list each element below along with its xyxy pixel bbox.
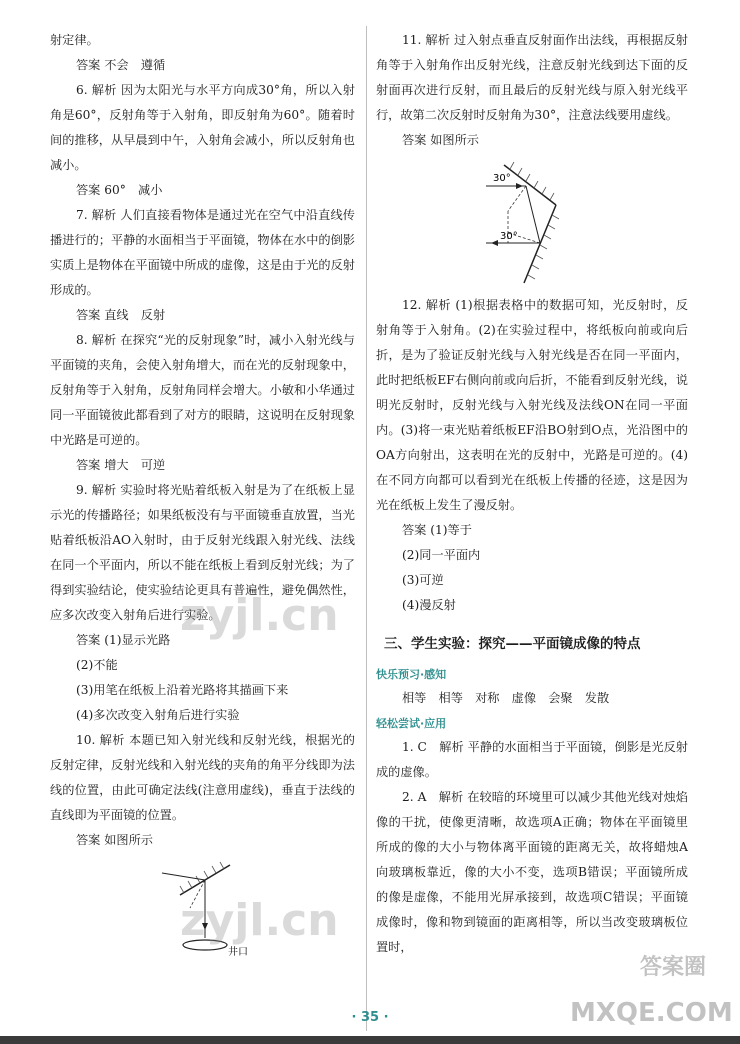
well-label: 井口	[228, 947, 248, 958]
answer-12-part-2: (2)同一平面内	[402, 548, 481, 562]
angle-label-top: 30°	[493, 173, 511, 184]
answer-12-part-4: (4)漫反射	[402, 598, 456, 612]
answer-8: 答案 增大 可逆	[76, 458, 166, 472]
figure-10-well-mirror	[50, 853, 355, 963]
answer-9-part-3: (3)用笔在纸板上沿着光路将其描画下来	[76, 683, 289, 697]
section-title: 三、学生实验：探究——平面镜成像的特点	[384, 636, 641, 652]
question-10-analysis: 10. 解析 本题已知入射光线和反射光线，根据光的反射定律，反射光线和入射光线的夹角的角平分线即为法线的位置，由此可确定法线(注意用虚线)，垂直于法线的直线即为平面镜的位置。	[50, 733, 355, 822]
question-11-analysis: 11. 解析 过入射点垂直反射面作出法线，再根据反射角等于入射角作出反射光线，注意反射光线到达下面的反射面再次进行反射，而且最后的反射光线与原入射光线平行，故第二次反射时反射角为30°，注意法线要用虚线。	[376, 33, 688, 122]
answer-12-part-3: (3)可逆	[402, 573, 444, 587]
double-mirror-diagram	[376, 153, 688, 293]
question-7-analysis: 7. 解析 人们直接看物体是通过光在空气中沿直线传播进行的；平静的水面相当于平面镜，物体在水中的倒影实质上是物体在平面镜中所成的虚像，这是由于光的反射形成的。	[50, 208, 355, 297]
question-6-analysis: 6. 解析 因为太阳光与水平方向成30°角，所以入射角是60°，反射角等于入射角，即反射角为60°。随着时间的推移，从早晨到中午，入射角会减小，所以反射角也减小。	[50, 83, 355, 172]
well-mirror-diagram	[50, 853, 355, 963]
preview-answers: 相等 相等 对称 虚像 会聚 发散	[402, 691, 610, 705]
answer-7: 答案 直线 反射	[76, 308, 166, 322]
watermark-bottom: zyjl.cn	[180, 895, 339, 946]
answer-9-part-2: (2)不能	[76, 658, 118, 672]
answer-9: 答案 (1)显示光路	[76, 633, 171, 647]
answer-10: 答案 如图所示	[76, 833, 153, 847]
bottom-edge	[0, 1036, 740, 1044]
item-1: 1. C 解析 平静的水面相当于平面镜，倒影是光反射成的虚像。	[376, 740, 688, 779]
answer-5: 答案 不会 遵循	[76, 58, 166, 72]
right-column	[376, 28, 688, 960]
item-2: 2. A 解析 在较暗的环境里可以减少其他光线对烛焰像的干扰，使像更清晰，故选项A正确；物体在平面镜里所成的像的大小与物体离平面镜的距离无关，故将蜡烛A向玻璃板靠近，像的大小不变，选项B错误；平面镜所成的像是虚像，不能用光屏承接到，故选项C错误；平面镜成像时，像和物到镜面的距离相等，所以当改变玻璃板位置时，	[376, 790, 688, 954]
paragraph: 射定律。	[50, 33, 99, 47]
answer-11: 答案 如图所示	[402, 133, 479, 147]
subheading-preview: 快乐预习·感知	[376, 668, 447, 681]
answer-9-part-4: (4)多次改变入射角后进行实验	[76, 708, 240, 722]
page-number: · 35 ·	[351, 1010, 389, 1025]
question-9-analysis: 9. 解析 实验时将光贴着纸板入射是为了在纸板上显示光的传播路径；如果纸板没有与平面镜垂直放置，当光贴着纸板沿AO入射时，由于反射光线跟入射光线、法线在同一个平面内，所以不能在纸板上看到反射光线；为了得到实验结论，使实验结论更具有普遍性，避免偶然性，应多次改变入射角后进行实验。	[50, 483, 355, 622]
figure-11-double-mirror	[376, 153, 688, 293]
column-divider	[366, 26, 367, 1031]
question-8-analysis: 8. 解析 在探究“光的反射现象”时，减小入射光线与平面镜的夹角，会使入射角增大，而在光的反射现象中，反射角等于入射角，反射角同样会增大。小敏和小华通过同一平面镜彼此都看到了对方的眼睛，这说明在反射现象中光路是可逆的。	[50, 333, 355, 447]
left-column	[50, 28, 355, 963]
question-12-analysis: 12. 解析 (1)根据表格中的数据可知，光反射时，反射角等于入射角。(2)在实验过程中，将纸板向前或向后折，是为了验证反射光线与入射光线是否在同一平面内，此时把纸板EF右侧向前或向后折，不能看到反射光线，说明光反射时，反射光线与入射光线及法线ON在同一平面内。(3)将一束光贴着纸板EF沿BO射到O点，光沿图中的OA方向射出，这表明在光的反射中，光路是可逆的。(4)在不同方向都可以看到光在纸板上传播的径迹，这是因为光在纸板上发生了漫反射。	[376, 298, 688, 512]
answer-12: 答案 (1)等于	[402, 523, 472, 537]
answer-6: 答案 60° 减小	[76, 183, 163, 197]
watermark-left: zyjl.cn	[180, 590, 339, 641]
angle-label-bottom: 30°	[500, 231, 518, 242]
watermark-badge: 答案圈	[640, 955, 707, 980]
watermark-site: MXQE.COM	[570, 998, 733, 1028]
subheading-application: 轻松尝试·应用	[376, 717, 447, 730]
